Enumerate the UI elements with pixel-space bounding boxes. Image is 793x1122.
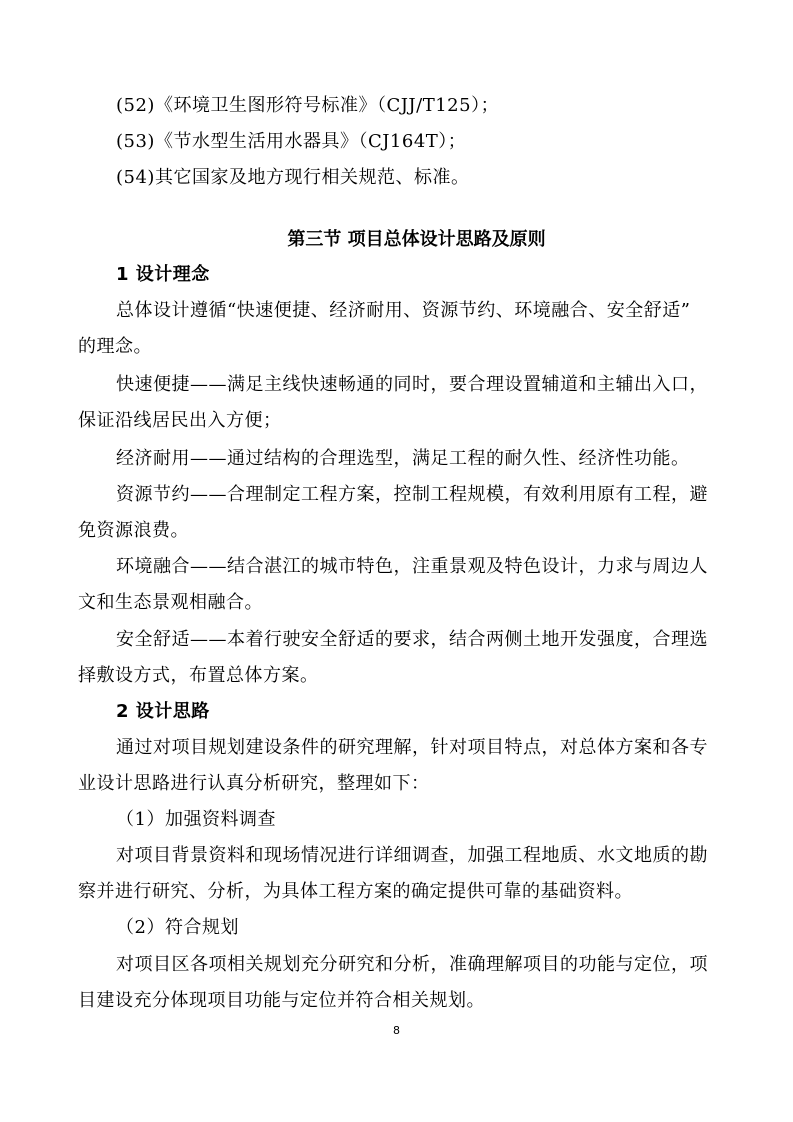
paragraph-line: 目建设充分体现项目功能与定位并符合相关规划。 [78, 990, 485, 1011]
list-item-title: （2）符合规划 [116, 917, 239, 938]
paragraph-line: 总体设计遵循“快速便捷、经济耐用、资源节约、环境融合、安全舒适” [116, 300, 691, 321]
page-number: 8 [393, 1024, 400, 1037]
paragraph-line: 经济耐用——通过结构的合理选型，满足工程的耐久性、经济性功能。 [116, 448, 690, 469]
paragraph-line: 资源节约——合理制定工程方案，控制工程规模，有效利用原有工程，避 [116, 484, 708, 505]
paragraph-line: 环境融合——结合湛江的城市特色，注重景观及特色设计，力求与周边人 [116, 556, 708, 577]
paragraph-line: 对项目背景资料和现场情况进行详细调查，加强工程地质、水文地质的勘 [116, 845, 708, 866]
paragraph-line: 择敷设方式，布置总体方案。 [78, 665, 319, 686]
paragraph-line: 快速便捷——满足主线快速畅通的同时，要合理设置辅道和主辅出入口， [116, 374, 708, 395]
paragraph-line: 的理念。 [78, 336, 152, 357]
paragraph-line: 保证沿线居民出入方便； [78, 410, 282, 431]
paragraph-line: 对项目区各项相关规划充分研究和分析，准确理解项目的功能与定位，项 [116, 954, 708, 975]
subsection-heading-design-concept: 1 设计理念 [116, 264, 210, 285]
paragraph-line: 通过对项目规划建设条件的研究理解，针对项目特点，对总体方案和各专 [116, 737, 708, 758]
reference-54: (54)其它国家及地方现行相关规范、标准。 [116, 167, 470, 188]
paragraph-line: 免资源浪费。 [78, 520, 189, 541]
reference-53: (53)《节水型生活用水器具》（CJ164T）； [116, 131, 467, 152]
paragraph-line: 业设计思路进行认真分析研究，整理如下： [78, 773, 430, 794]
reference-52: (52)《环境卫生图形符号标准》（CJJ/T125）； [116, 95, 500, 116]
list-item-title: （1）加强资料调查 [116, 809, 276, 830]
section-title: 第三节 项目总体设计思路及原则 [287, 229, 546, 250]
paragraph-line: 察并进行研究、分析，为具体工程方案的确定提供可靠的基础资料。 [78, 881, 633, 902]
paragraph-line: 安全舒适——本着行驶安全舒适的要求，结合两侧土地开发强度，合理选 [116, 629, 708, 650]
paragraph-line: 文和生态景观相融合。 [78, 592, 263, 613]
subsection-heading-design-approach: 2 设计思路 [116, 701, 210, 722]
